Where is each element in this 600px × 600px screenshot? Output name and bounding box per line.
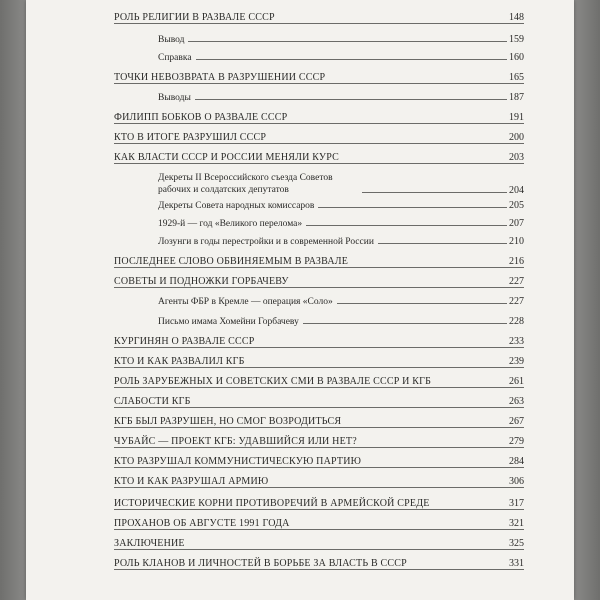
toc-leader-line [362, 192, 507, 193]
toc-subsection-row [158, 236, 524, 247]
toc-leader-line [195, 99, 507, 100]
toc-entry-title: РОЛЬ КЛАНОВ И ЛИЧНОСТЕЙ В БОРЬБЕ ЗА ВЛАСТЬ В СССР [114, 558, 407, 569]
toc-page-number: 148 [509, 12, 524, 23]
toc-leader-line [306, 225, 507, 226]
toc-entry-title: Агенты ФБР в Кремле — операция «Соло» [158, 297, 333, 307]
book-page [26, 0, 574, 600]
toc-entry-title: СОВЕТЫ И ПОДНОЖКИ ГОРБАЧЕВУ [114, 276, 289, 287]
toc-leader-line [378, 243, 507, 244]
toc-entry-title: КУРГИНЯН О РАЗВАЛЕ СССР [114, 336, 255, 347]
toc-page-number: 267 [509, 416, 524, 427]
toc-page-number: 159 [509, 34, 524, 45]
toc-entry-title: ЧУБАЙС — ПРОЕКТ КГБ: УДАВШИЙСЯ ИЛИ НЕТ? [114, 436, 357, 447]
toc-page-number: 200 [509, 132, 524, 143]
toc-page-number: 204 [509, 185, 524, 196]
toc-leader-line [188, 41, 507, 42]
toc-entry-title: ЗАКЛЮЧЕНИЕ [114, 538, 185, 549]
toc-subsection-row [158, 200, 524, 211]
toc-page-number: 228 [509, 316, 524, 327]
toc-page-number: 279 [509, 436, 524, 447]
toc-entry-title: Декреты Совета народных комиссаров [158, 201, 315, 211]
toc-chapter-row [114, 112, 524, 124]
toc-page-number: 191 [509, 112, 524, 123]
toc-chapter-row [114, 436, 524, 448]
toc-chapter-row [114, 456, 524, 468]
toc-page-number: 317 [509, 498, 524, 509]
toc-page-number: 203 [509, 152, 524, 163]
toc-leader-line [196, 59, 507, 60]
toc-subsection-row [158, 52, 524, 63]
right-background [574, 0, 600, 600]
toc-chapter-row [114, 498, 524, 510]
toc-entry-title: КТО РАЗРУШАЛ КОММУНИСТИЧЕСКУЮ ПАРТИЮ [114, 456, 362, 467]
toc-page-number: 263 [509, 396, 524, 407]
toc-chapter-row [114, 276, 524, 288]
toc-chapter-row [114, 336, 524, 348]
toc-entry-title: Справка [158, 53, 192, 63]
toc-page-number: 325 [509, 538, 524, 549]
toc-entry-title: КТО В ИТОГЕ РАЗРУШИЛ СССР [114, 132, 267, 143]
toc-entry-title: Выводы [158, 93, 191, 103]
toc-page-number: 216 [509, 256, 524, 267]
toc-entry-title: КГБ БЫЛ РАЗРУШЕН, НО СМОГ ВОЗРОДИТЬСЯ [114, 416, 342, 427]
left-background [0, 0, 26, 600]
toc-chapter-row [114, 538, 524, 550]
toc-page-number: 227 [509, 296, 524, 307]
toc-page-number: 165 [509, 72, 524, 83]
toc-chapter-row [114, 72, 524, 84]
toc-entry-title: ПОСЛЕДНЕЕ СЛОВО ОБВИНЯЕМЫМ В РАЗВАЛЕ [114, 256, 349, 267]
toc-chapter-row [114, 256, 524, 268]
toc-entry-title: ТОЧКИ НЕВОЗВРАТА В РАЗРУШЕНИИ СССР [114, 72, 326, 83]
toc-page-number: 321 [509, 518, 524, 529]
toc-entry-title: ФИЛИПП БОБКОВ О РАЗВАЛЕ СССР [114, 112, 288, 123]
toc-chapter-row [114, 396, 524, 408]
toc-leader-line [337, 303, 507, 304]
toc-page-number: 239 [509, 356, 524, 367]
toc-subsection-row [158, 316, 524, 327]
toc-entry-title: 1929-й — год «Великого перелома» [158, 219, 303, 229]
toc-page-number: 227 [509, 276, 524, 287]
toc-chapter-row [114, 356, 524, 368]
toc-subsection-row [158, 218, 524, 229]
toc-entry-title: РОЛЬ РЕЛИГИИ В РАЗВАЛЕ СССР [114, 12, 275, 23]
toc-entry-title: Вывод [158, 35, 185, 45]
toc-chapter-row [114, 152, 524, 164]
toc-entry-title: Декреты II Всероссийского съезда Советов рабочих и солдатских депутатов [158, 173, 333, 195]
toc-entry-title: КАК ВЛАСТИ СССР И РОССИИ МЕНЯЛИ КУРС [114, 152, 339, 163]
toc-entry-title: КТО И КАК РАЗВАЛИЛ КГБ [114, 356, 245, 367]
toc-leader-line [318, 207, 507, 208]
toc-entry-title: КТО И КАК РАЗРУШАЛ АРМИЮ [114, 476, 269, 487]
toc-page-number: 207 [509, 218, 524, 229]
toc-page-number: 284 [509, 456, 524, 467]
toc-chapter-row [114, 558, 524, 570]
toc-subsection-row [158, 34, 524, 45]
toc-page-number: 306 [509, 476, 524, 487]
toc-page-number: 331 [509, 558, 524, 569]
toc-entry-title: Письмо имама Хомейни Горбачеву [158, 317, 299, 327]
toc-chapter-row [114, 476, 524, 488]
toc-chapter-row [114, 518, 524, 530]
toc-leader-line [303, 323, 507, 324]
toc-chapter-row [114, 12, 524, 24]
toc-entry-title: Лозунги в годы перестройки и в современной России [158, 237, 374, 247]
toc-entry-title: СЛАБОСТИ КГБ [114, 396, 191, 407]
toc-page-number: 233 [509, 336, 524, 347]
toc-entry-title: ИСТОРИЧЕСКИЕ КОРНИ ПРОТИВОРЕЧИЙ В АРМЕЙСКОЙ СРЕДЕ [114, 498, 430, 509]
toc-page-number: 261 [509, 376, 524, 387]
toc-subsection-row [158, 172, 524, 196]
toc-page-number: 205 [509, 200, 524, 211]
toc-page-number: 160 [509, 52, 524, 63]
toc-subsection-row [158, 296, 524, 307]
toc-page-number: 187 [509, 92, 524, 103]
toc-chapter-row [114, 376, 524, 388]
toc-chapter-row [114, 416, 524, 428]
toc-page-number: 210 [509, 236, 524, 247]
toc-subsection-row [158, 92, 524, 103]
toc-chapter-row [114, 132, 524, 144]
toc-entry-title: ПРОХАНОВ ОБ АВГУСТЕ 1991 ГОДА [114, 518, 290, 529]
toc-entry-title: РОЛЬ ЗАРУБЕЖНЫХ И СОВЕТСКИХ СМИ В РАЗВАЛЕ СССР И КГБ [114, 376, 432, 387]
